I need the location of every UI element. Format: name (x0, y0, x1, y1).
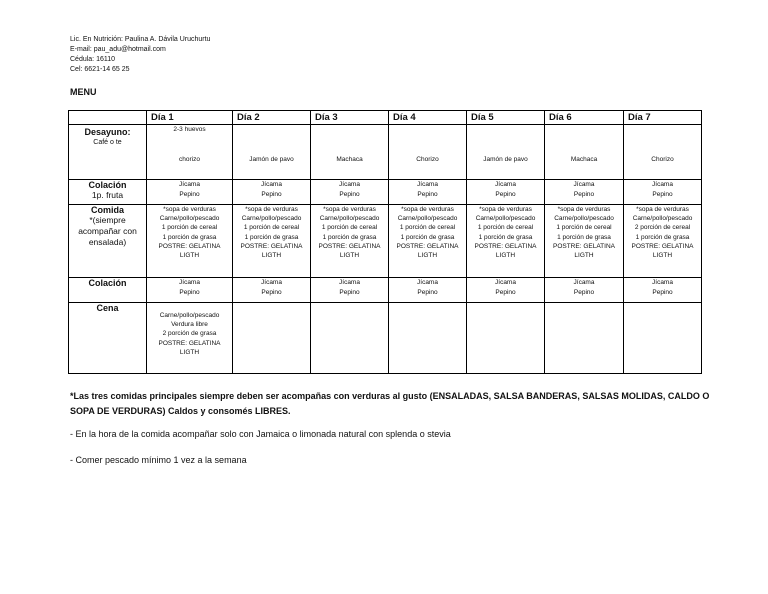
comida-row (69, 205, 702, 278)
desayuno-cell (624, 125, 702, 180)
desayuno-top: 2-3 huevos (173, 126, 206, 133)
corner-cell (69, 111, 147, 125)
colacion-cell: Jícama Pepino (233, 278, 311, 303)
desayuno-cell (389, 125, 467, 180)
comida-cell: *sopa de verduras Carne/pollo/pescado 1 porción de cereal 1 porción de grasa POSTRE: GELATINA LIGTH (311, 205, 389, 278)
desayuno-item: Jamón de pavo (249, 156, 294, 163)
desayuno-cell (467, 125, 545, 180)
nutritionist-phone: Cel: 6621-14 65 25 (70, 66, 130, 73)
colacion-line: Pepino (495, 191, 516, 198)
menu-table (68, 110, 702, 374)
cena-cell (311, 303, 389, 374)
day-header: Día 7 (624, 111, 702, 125)
colacion2-label-cell (69, 278, 147, 303)
note-drinks: - En la hora de la comida acompañar solo con Jamaica o limonada natural con splenda o stevia (70, 429, 451, 439)
colacion-cell (545, 180, 624, 205)
comida-label: Comida (90, 205, 124, 215)
desayuno-label: Desayuno: (84, 127, 131, 137)
colacion-line: Pepino (261, 191, 282, 198)
desayuno-cell (147, 125, 233, 180)
colacion-cell: Jícama Pepino (311, 278, 389, 303)
colacion-cell (389, 180, 467, 205)
desayuno-cell (545, 125, 624, 180)
colacion-line: Jícama (495, 181, 516, 188)
cena-cell: Carne/pollo/pescado Verdura libre 2 porción de grasa POSTRE: GELATINA LIGTH (147, 303, 233, 374)
nutritionist-license: Cédula: 16110 (70, 56, 116, 63)
colacion-line: Jícama (179, 181, 200, 188)
colacion2-label: Colación (88, 278, 127, 288)
cena-row (69, 303, 702, 374)
colacion1-sub: 1p. fruta (91, 190, 124, 200)
colacion-line: Pepino (339, 191, 360, 198)
day-header: Día 4 (389, 111, 467, 125)
colacion-cell: Jícama Pepino (545, 278, 624, 303)
cena-label: Cena (96, 303, 119, 313)
cena-cell (624, 303, 702, 374)
colacion-line: Jícama (652, 181, 673, 188)
desayuno-item: Jamón de pavo (483, 156, 528, 163)
colacion-line: Jícama (573, 181, 595, 188)
comida-sub: *(siempre acompañar con ensalada) (78, 215, 137, 247)
day-header: Día 6 (545, 111, 624, 125)
colacion-cell (147, 180, 233, 205)
comida-label-cell (69, 205, 147, 278)
desayuno-item: Chorizo (651, 156, 674, 163)
colacion-line: Jícama (339, 181, 360, 188)
cena-label-cell (69, 303, 147, 374)
menu-title: MENU (70, 87, 97, 97)
colacion1-label-cell (69, 180, 147, 205)
colacion1-row (69, 180, 702, 205)
colacion-line: Jícama (261, 181, 282, 188)
day-header: Día 1 (147, 111, 233, 125)
comida-cell: *sopa de verduras Carne/pollo/pescado 1 porción de cereal 1 porción de grasa POSTRE: GELATINA LIGTH (233, 205, 311, 278)
desayuno-sub: Café o te (93, 139, 122, 146)
day-header: Día 5 (467, 111, 545, 125)
colacion-line: Pepino (417, 191, 438, 198)
colacion2-row (69, 278, 702, 303)
colacion-cell (624, 180, 702, 205)
colacion-cell (467, 180, 545, 205)
desayuno-row (69, 125, 702, 180)
day-header: Día 2 (233, 111, 311, 125)
day-header-row (69, 111, 702, 125)
comida-cell: *sopa de verduras Carne/pollo/pescado 1 porción de cereal 1 porción de grasa POSTRE: GELATINA LIGTH (545, 205, 624, 278)
desayuno-item: Machaca (570, 156, 598, 163)
colacion-line: Pepino (652, 191, 673, 198)
colacion-line: Jícama (417, 181, 438, 188)
desayuno-item: Machaca (336, 156, 363, 163)
colacion-cell (311, 180, 389, 205)
desayuno-label-cell (69, 125, 147, 180)
colacion-cell: Jícama Pepino (389, 278, 467, 303)
nutritionist-name: Lic. En Nutrición: Paulina A. Dávila Uruchurtu (70, 36, 211, 43)
comida-cell: *sopa de verduras Carne/pollo/pescado 1 porción de cereal 1 porción de grasa POSTRE: GELATINA LIGTH (147, 205, 233, 278)
colacion-line: Pepino (179, 191, 200, 198)
comida-cell: *sopa de verduras Carne/pollo/pescado 2 porción de cereal 1 porción de grasa POSTRE: GELATINA LIGTH (624, 205, 702, 278)
note-fish: - Comer pescado mínimo 1 vez a la semana (70, 455, 247, 465)
desayuno-item: chorizo (179, 156, 200, 163)
cena-cell (389, 303, 467, 374)
colacion-cell: Jícama Pepino (467, 278, 545, 303)
colacion-cell: Jícama Pepino (624, 278, 702, 303)
desayuno-item: Chorizo (416, 156, 439, 163)
colacion1-label: Colación (88, 180, 127, 190)
note-principal-meals: *Las tres comidas principales siempre deben ser acompañas con verduras al gusto (ENSALADAS, SALSA BANDERAS, SALSAS MOLIDAS, CALDO O SOPA DE VERDURAS) Caldos y consomés LIBRES. (70, 391, 710, 416)
colacion-line: Pepino (573, 191, 595, 198)
cena-cell (545, 303, 624, 374)
desayuno-cell (233, 125, 311, 180)
colacion-cell (233, 180, 311, 205)
nutritionist-header (70, 35, 210, 75)
comida-cell: *sopa de verduras Carne/pollo/pescado 1 porción de cereal 1 porción de grasa POSTRE: GELATINA LIGTH (389, 205, 467, 278)
day-header: Día 3 (311, 111, 389, 125)
cena-cell (233, 303, 311, 374)
cena-cell (467, 303, 545, 374)
desayuno-cell (311, 125, 389, 180)
nutritionist-email: E-mail: pau_adu@hotmail.com (70, 46, 166, 53)
comida-cell: *sopa de verduras Carne/pollo/pescado 1 porción de cereal 1 porción de grasa POSTRE: GELATINA LIGTH (467, 205, 545, 278)
colacion-cell: Jícama Pepino (147, 278, 233, 303)
